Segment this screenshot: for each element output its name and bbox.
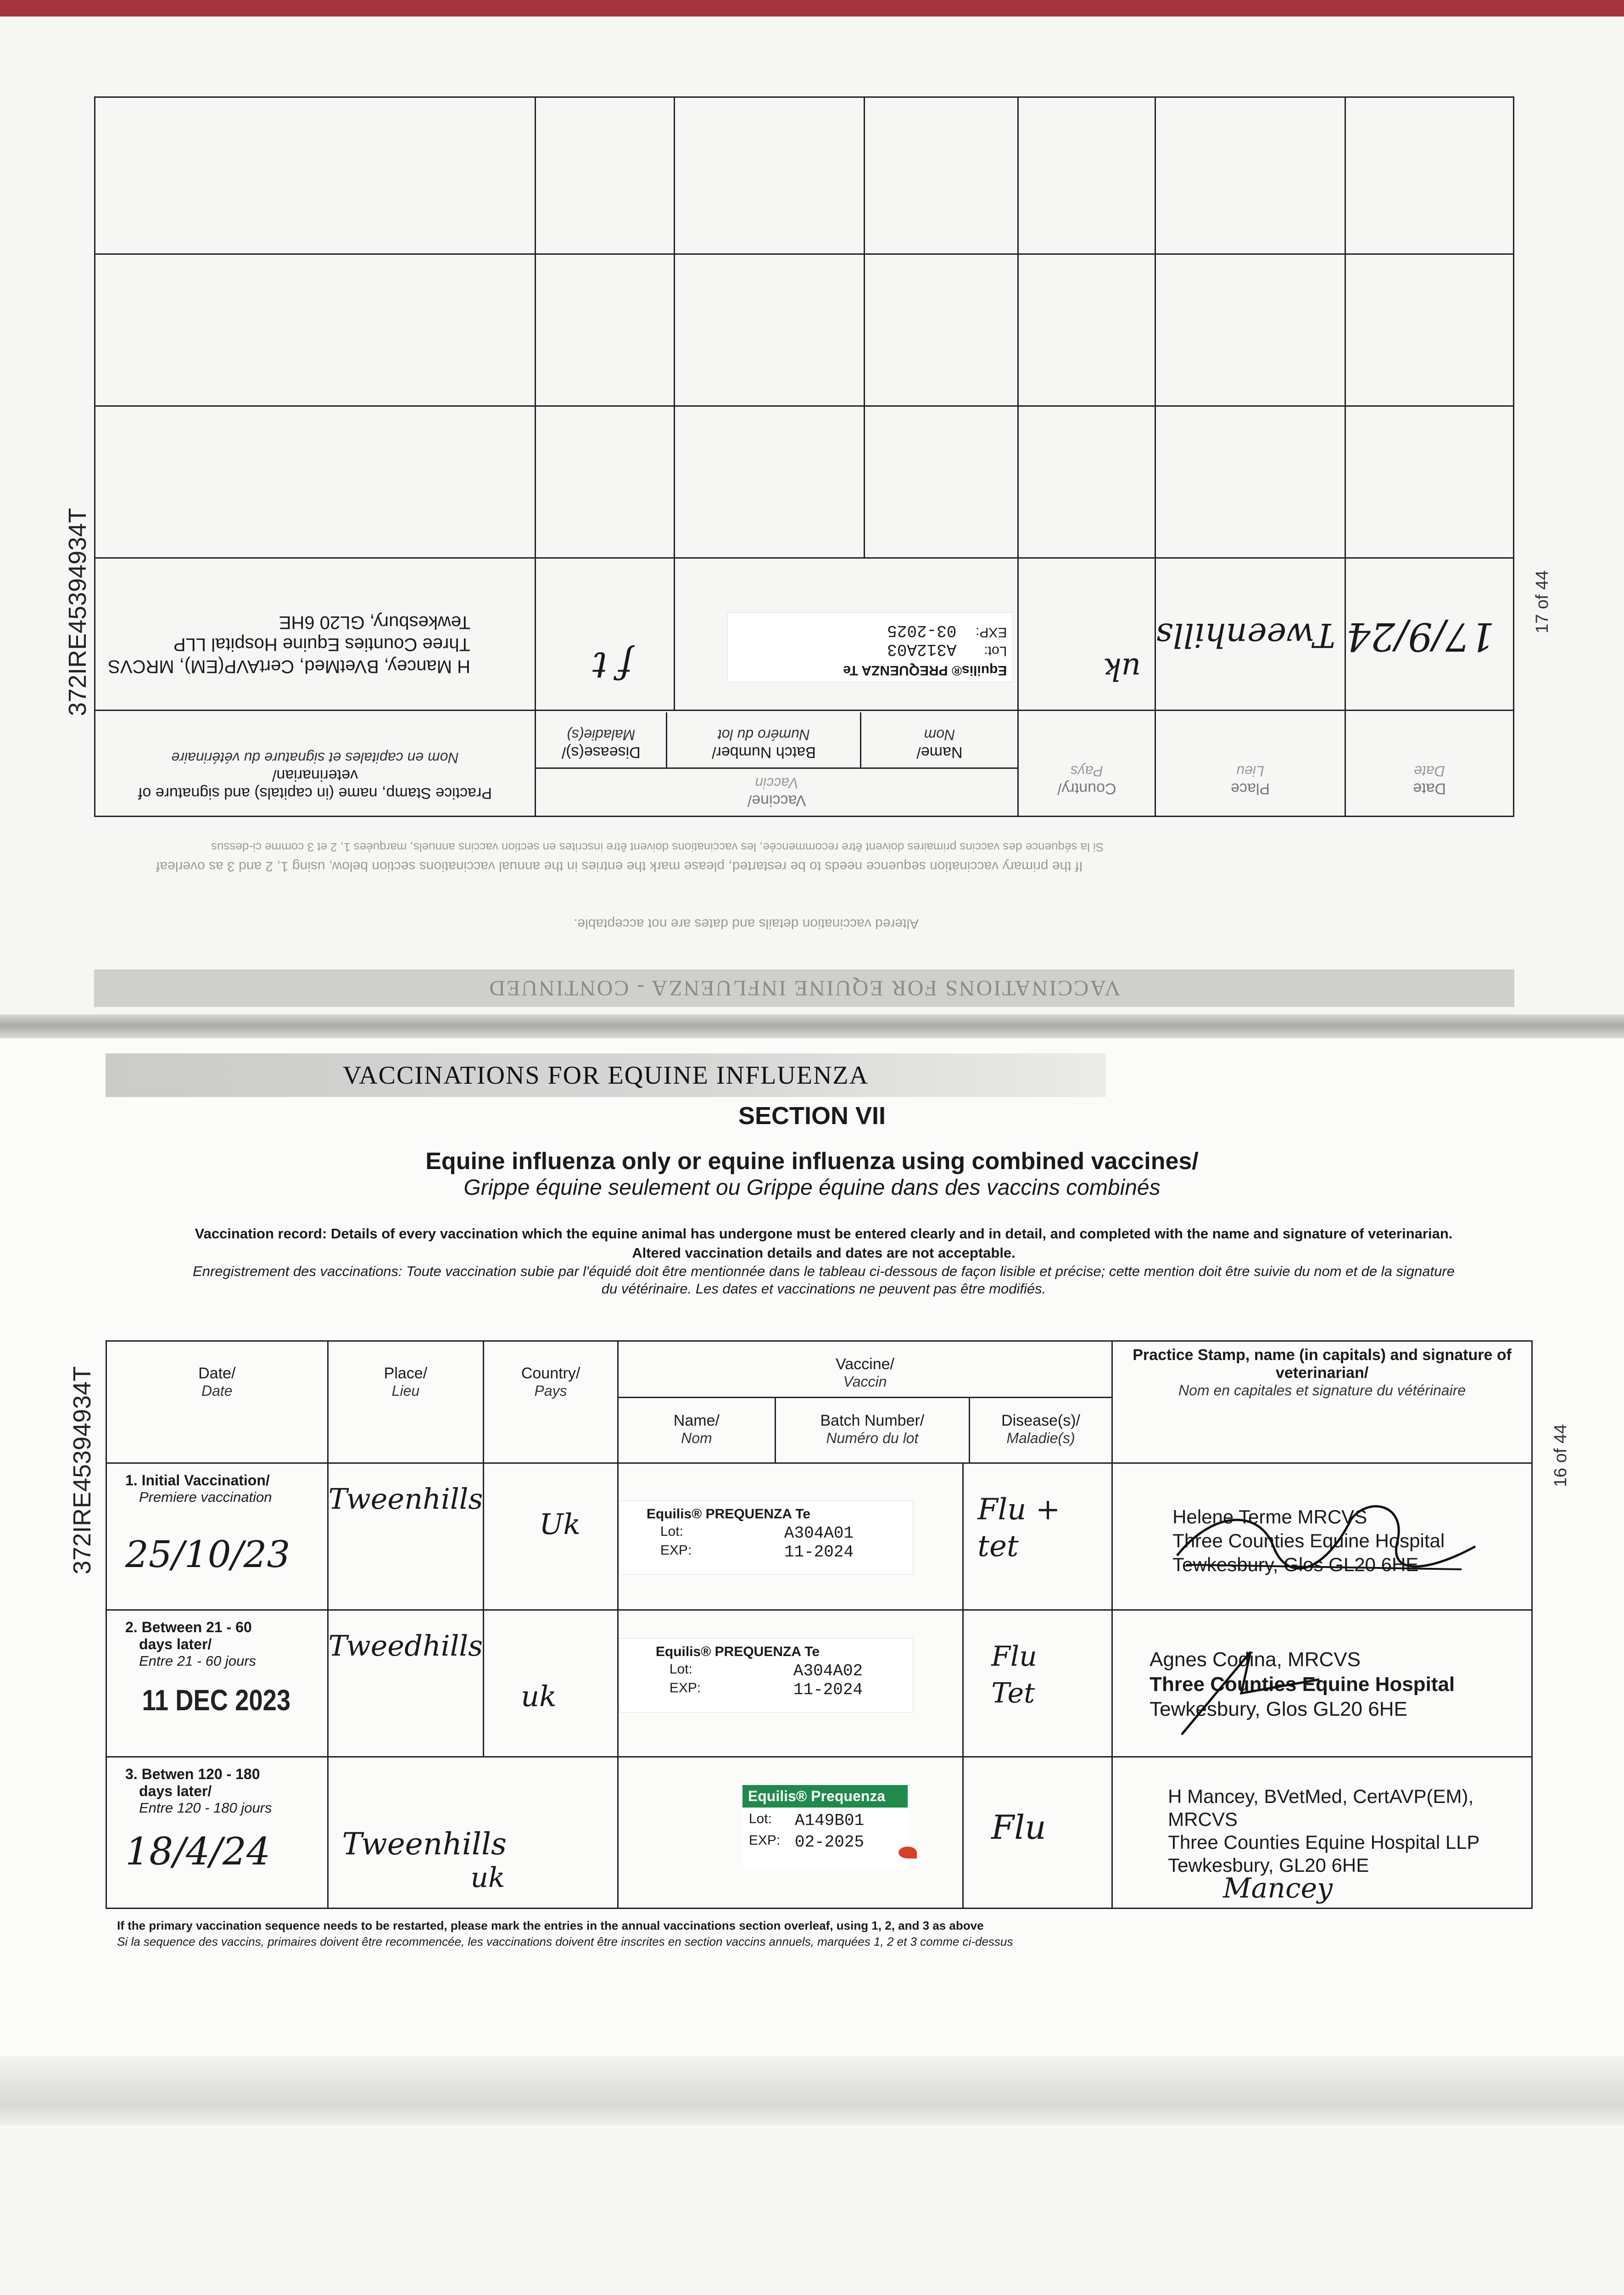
top-entry-country-cell [1018,558,1155,710]
top-page-number: 17 of 44 [1533,570,1552,633]
row3-vet-line-2: Three Counties Equine Hospital LLP [1168,1831,1480,1853]
header-disease: Disease(s)/ Maladie(s) [1001,1412,1080,1446]
bottom-page-number: 16 of 44 [1551,1424,1570,1487]
bottom-passport-id: 372IRE45394934T [68,1366,96,1574]
record-note-2: Altered vaccination details and dates are not acceptable. [632,1245,1016,1261]
row2-date-cell [106,1610,328,1757]
top-mirrored-note-2: If the primary vaccination sequence needs to be restarted, please mark the entries in the annual vaccinations section below, using 1, 2 and 3 as overleaf [156,859,1083,874]
top-entry-vaccine-cell [675,558,1018,710]
top-header-country: Country/ Pays [1018,710,1155,816]
top-entry-stamp-cell [95,558,536,710]
top-entry-date-cell [1345,558,1514,710]
row2-lot: A304A02 [793,1662,863,1680]
row2-exp: 11-2024 [793,1680,863,1699]
row1-lot: A304A01 [784,1524,854,1543]
top-header-place: Place Lieu [1155,710,1345,816]
row3-label-mark [899,1847,917,1858]
row1-vet-line-3: Tewkesbury, Glos GL20 6HE [1172,1554,1419,1575]
row1-label: 1. Initial Vaccination/ [125,1472,270,1489]
row3-vaccine-name: Equilis® Prequenza [742,1785,908,1808]
top-header-vaccine: Vaccine/ Vaccin Name/ Nom Batch Number/ Numéro du lot Disease(s)/ Maladie(s) [536,710,1018,816]
top-header-name: Name/ Nom [860,712,1017,767]
section-subtitle: Equine influenza only or equine influenza using combined vaccines/ [425,1148,1199,1175]
top-entry-place-cell [1155,558,1345,710]
row3-signature: Mancey [1223,1872,1333,1904]
row1-country: Uk [539,1507,581,1541]
header-stamp: Practice Stamp, name (in capitals) and signature of veterinarian/ Nom en capitales et signature du vétérinaire [1112,1341,1532,1463]
header-country: Country/ Pays [484,1341,618,1463]
top-mirrored-note-1: Altered vaccination details and dates are not acceptable. [574,916,919,931]
banner-title: VACCINATIONS FOR EQUINE INFLUENZA [342,1061,869,1090]
top-header-stamp: Practice Stamp, name (in capitals) and signature of veterinarian/ Nom en capitales et signature du vétérinaire [95,710,536,816]
row2-label: 2. Between 21 - 60 [125,1619,252,1635]
row1-country-cell [484,1463,618,1610]
row2-country: uk [521,1679,557,1713]
row1-place: Tweenhills [328,1482,483,1516]
row1-label-fr: Premiere vaccination [139,1489,272,1505]
row1-vaccine-cell [618,1463,963,1610]
top-table-row [95,97,1514,254]
row1-place-cell [328,1463,484,1610]
row3-country: uk [470,1862,505,1894]
top-header-date: Date Date [1345,710,1514,816]
table-row [106,1757,1532,1909]
row2-place-cell [328,1610,484,1757]
table-row [106,1610,1532,1757]
row3-date: 18/4/24 [125,1830,271,1874]
top-vet-stamp [95,611,535,710]
top-entry-place: Tweenhills [1156,616,1336,655]
section-title: SECTION VII [738,1102,886,1130]
row2-vaccine-name: Equilis® PREQUENZA Te [655,1644,820,1659]
row1-vet-line-2: Three Counties Equine Hospital [1172,1530,1445,1551]
row3-place-cell [328,1757,618,1909]
top-table-row [95,406,1514,558]
top-mirrored-heading-band [94,969,1514,1007]
row1-disease-cell [963,1463,1112,1610]
header-date: Date/ Date [106,1341,328,1463]
header-name: Name/ Nom [619,1398,776,1462]
top-header-disease: Disease(s)/ Maladie(s) [561,727,641,761]
row3-vet-stamp [1113,1758,1531,1904]
page-edge-shadow [0,2056,1624,2125]
row3-stamp-cell [1112,1757,1532,1909]
row2-stamp-cell [1112,1610,1532,1757]
row1-vet-stamp [1113,1464,1531,1577]
top-vet-line-1: H Mancey, BVetMed, CertAVP(EM), MRCVS [108,656,471,677]
row3-lot: A149B01 [794,1811,865,1830]
row3-vet-line-3: Tewkesbury, GL20 6HE [1168,1854,1369,1876]
top-table-row [95,558,1514,710]
vaccination-table [106,1340,1533,1905]
row1-signature [1159,1491,1480,1583]
row2-signature [1172,1643,1356,1744]
record-note-fr-2: du vétérinaire. Les dates et vaccinations ne peuvent pas être modifiés. [601,1281,1046,1297]
row2-country-cell [484,1610,618,1757]
row1-stamp-cell [1112,1463,1532,1610]
row2-label-fr: Entre 21 - 60 jours [139,1653,257,1669]
table-row [106,1463,1532,1610]
row2-vet-line-3: Tewkesbury, Glos GL20 6HE [1150,1698,1407,1720]
top-vaccine-label: Equilis® PREQUENZA Te Lot: A312A03 EXP: 03-2025 [727,612,1013,682]
row3-exp: 02-2025 [794,1833,865,1852]
top-mirrored-heading: VACCINATIONS FOR EQUINE INFLUENZA - CONTINUED [488,976,1121,1001]
row1-vaccine-label: Equilis® PREQUENZA Te Lot: A304A01 EXP: 11-2024 [619,1500,913,1575]
row2-vaccine-cell [618,1610,963,1757]
row1-vaccine-name: Equilis® PREQUENZA Te [646,1506,811,1522]
section-subtitle-fr: Grippe équine seulement ou Grippe équine dans des vaccins combinés [463,1175,1161,1200]
row1-vet-line-1: Helene Terme MRCVS [1172,1506,1367,1528]
row2-date-stamp: 11 DEC 2023 [142,1684,291,1717]
top-header-batch: Batch Number/ Numéro du lot [666,712,860,767]
footer-note-fr: Si la sequence des vaccins, primaires doivent être recommencée, les vaccinations doivent être inscrites en section vaccins annuels, marquées 1, 2 et 3 comme ci-dessus [117,1935,1013,1948]
row1-date: 25/10/23 [125,1533,290,1576]
row2-vet-line-2: Three Counties Equine Hospital [1150,1673,1455,1696]
row2-disease-cell [963,1610,1112,1757]
header-place: Place/ Lieu [328,1341,484,1463]
section-banner [106,1053,1106,1097]
scanner-background [0,2125,1624,2295]
row3-date-cell [106,1757,328,1909]
book-spine [0,1014,1624,1042]
row3-disease: Flu [991,1808,1046,1847]
top-entry-country: uk [1103,651,1141,687]
row2-disease: Flu Tet [991,1640,1037,1709]
row2-vet-stamp [1113,1611,1531,1722]
record-note-fr: Enregistrement des vaccinations: Toute vaccination subie par l'équidé doit être mentionnée dans le tableau ci-dessous de façon lisible et précise; cette mention doit être suivie du nom et de la signature [193,1263,1455,1279]
row3-label: 3. Betwen 120 - 180 [125,1766,260,1782]
top-entry-disease: f t [592,644,633,687]
row3-disease-cell [963,1757,1112,1909]
header-batch: Batch Number/ Numéro du lot [776,1398,970,1462]
row3-vaccine-label: Equilis® Prequenza Lot: A149B01 EXP: 02-2025 [742,1785,908,1868]
row3-vet-line-1: H Mancey, BVetMed, CertAVP(EM), MRCVS [1168,1786,1474,1830]
row1-exp: 11-2024 [784,1543,854,1562]
record-note: Vaccination record: Details of every vaccination which the equine animal has undergone must be entered clearly and in detail, and completed with the name and signature of veterinarian. [195,1226,1453,1242]
top-entry-date: 17/9/24 [1346,614,1495,659]
top-vet-line-3: Tewkesbury, GL20 6HE [279,612,471,633]
footer-note: If the primary vaccination sequence needs to be restarted, please mark the entries in the annual vaccinations section overleaf, using 1, 2, and 3 as above [117,1919,984,1932]
top-passport-id: 372IRE45394934T [64,508,91,716]
row1-disease: Flu + tet [977,1493,1060,1563]
row3-label-2: days later/ [139,1783,212,1799]
row3-label-fr: Entre 120 - 180 jours [139,1800,272,1816]
row2-label-2: days later/ [139,1636,212,1652]
top-vet-line-2: Three Counties Equine Hospital LLP [173,634,471,655]
row3-place: Tweenhills [342,1826,507,1862]
row1-date-cell [106,1463,328,1610]
top-mirrored-note-3: Si la séquence des vaccins primaires doivent être recommencée, les vaccinations doivent être inscrites en section vaccins annuels, marquées 1, 2 et 3 comme ci-dessus [211,840,1104,854]
table-header-row [106,1341,1532,1463]
top-vaccination-table [94,96,1514,817]
header-vaccine: Vaccine/ Vaccin Name/ Nom Batch Number/ Numéro du lot Disease(s)/ Maladie(s) [618,1341,1112,1463]
top-entry-disease-cell [536,558,675,710]
row2-vaccine-label: Equilis® PREQUENZA Te Lot: A304A02 EXP: 11-2024 [619,1638,913,1713]
row2-place: Tweedhills [328,1629,483,1662]
top-table-row [95,254,1514,406]
row3-vaccine-cell [618,1757,963,1909]
row2-vet-line-1: Agnes Codina, MRCVS [1150,1648,1361,1671]
book-cover-edge [0,0,1624,17]
